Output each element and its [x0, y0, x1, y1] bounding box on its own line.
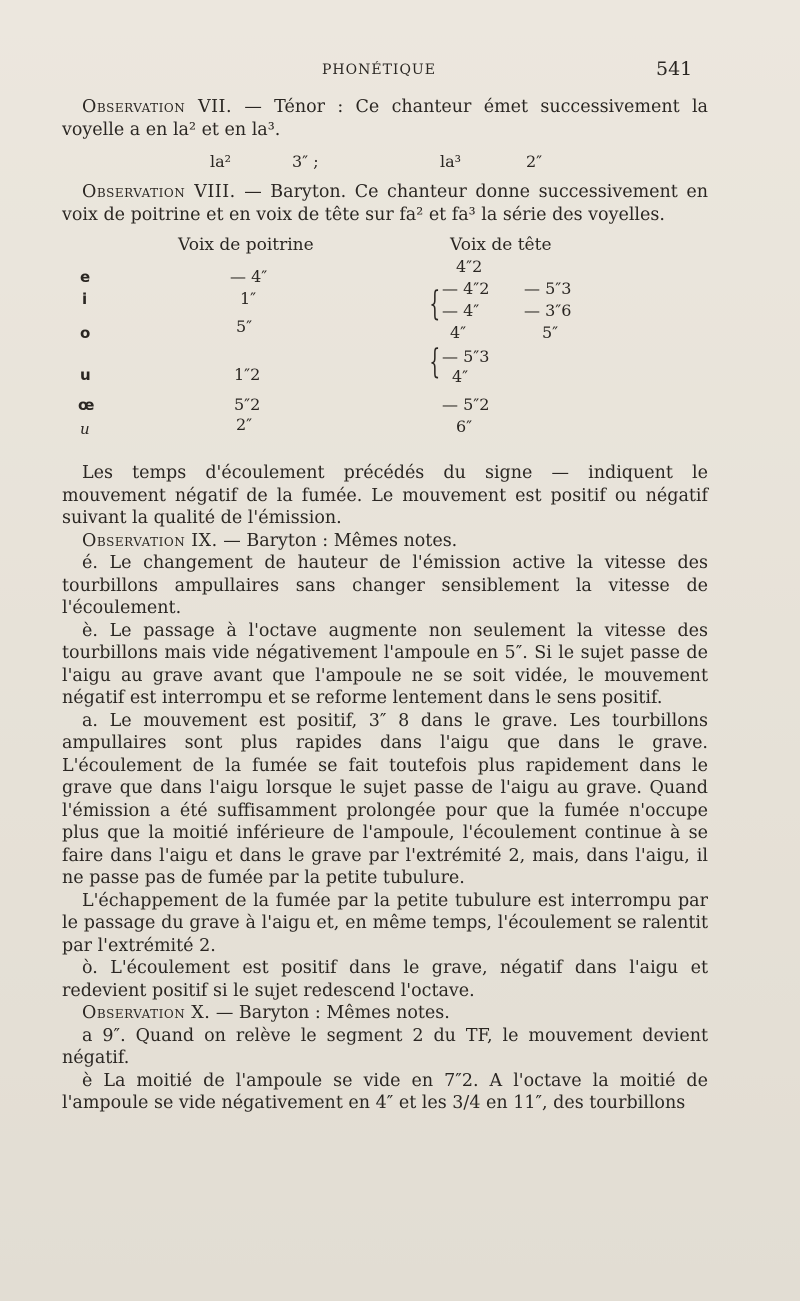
head-value: 4″2	[456, 257, 483, 276]
brace-symbol: {	[429, 342, 441, 382]
note-duration: 2″	[526, 152, 543, 171]
head-value: — 3″6	[524, 301, 572, 320]
observation-7-paragraph	[62, 96, 708, 141]
note-label: la²	[210, 152, 232, 171]
column-header-head: Voix de tête	[450, 235, 552, 255]
observation-9-label: Observation IX.	[82, 530, 218, 551]
observation-10-text: — Baryton : Mêmes notes.	[210, 1003, 450, 1023]
head-value: — 4″	[442, 301, 480, 320]
vowel-cell: o	[80, 324, 91, 342]
head-value: 6″	[456, 417, 473, 436]
note-duration: 3″ ;	[292, 152, 319, 171]
paragraph: L'échappement de la fumée par la petite tubulure est interrompu par le passage du grave à l'aigu et, en même temps, l'écoulement se ralentit par l'extrémité 2.	[62, 890, 708, 956]
vowel-cell: u	[80, 366, 91, 384]
running-head	[0, 58, 800, 88]
observation-9-paragraph	[62, 530, 708, 553]
observation-8-label: Observation VIII.	[82, 182, 236, 202]
head-value: — 5″3	[524, 279, 572, 298]
observation-8-paragraph	[62, 181, 708, 226]
head-value: 5″	[542, 323, 559, 342]
chest-value: 2″	[236, 415, 253, 434]
paragraph: a. Le mouvement est positif, 3″ 8 dans le grave. Les tourbillons ampullaires sont plus rapides dans l'aigu que dans le grave. L'écoulement de la fumée se fait toutefois plus rapidement dans le grave que dans l'aigu lorsque le sujet passe de l'aigu au grave. Quand l'émission a été suffisamment prolongée pour que la fumée n'occupe plus que la moitié inférieure de l'ampoule, l'écoulement continue à se faire dans l'aigu et dans le grave par l'extrémité 2, mais, dans l'aigu, il ne passe pas de fumée par la petite tubulure.	[62, 710, 708, 888]
observation-7-notes	[62, 141, 708, 181]
observation-9-text: — Baryton : Mêmes notes.	[217, 530, 458, 551]
head-value: — 4″2	[442, 279, 490, 298]
observation-7-text: — Ténor : Ce chanteur émet successivement la voyelle a en la² et en la³.	[62, 97, 708, 140]
note-label: la³	[440, 152, 462, 171]
voice-table	[62, 226, 708, 462]
observation-7-label: Observation VII.	[82, 97, 233, 117]
chest-value: — 4″	[230, 267, 268, 286]
head-value: 4″	[452, 367, 469, 386]
vowel-cell: i	[82, 290, 88, 308]
column-header-chest: Voix de poitrine	[178, 235, 314, 255]
running-title: PHONÉTIQUE	[322, 62, 436, 78]
chest-value: 5″	[236, 317, 253, 336]
paragraph: Les temps d'écoulement précédés du signe — indiquent le mouvement négatif de la fumée. Le mouvement est positif ou négatif suivant la qualité de l'émission.	[62, 463, 708, 528]
chest-value: 5″2	[234, 395, 261, 414]
head-value: — 5″3	[442, 347, 490, 366]
chest-value: 1″2	[234, 365, 261, 384]
brace-symbol: {	[429, 284, 441, 324]
vowel-cell: e	[80, 268, 91, 286]
vowel-cell: u	[80, 420, 90, 438]
paragraph: è. Le passage à l'octave augmente non seulement la vitesse des tourbillons mais vide négativement l'ampoule en 5″. Si le sujet passe de l'aigu au grave avant que l'ampoule ne se soit vidée, le mouvement négatif est interrompu et se reforme lentement dans le sens positif.	[62, 620, 708, 708]
paragraph: é. Le changement de hauteur de l'émission active la vitesse des tourbillons ampullaires sans changer sensiblement la vitesse de l'écoulement.	[62, 553, 708, 618]
observation-10-label: Observation X.	[82, 1003, 211, 1023]
page-number: 541	[656, 58, 693, 80]
vowel-cell: œ	[78, 396, 95, 414]
head-value: 4″	[450, 323, 467, 342]
observation-10-paragraph	[62, 1002, 708, 1025]
paragraph: è La moitié de l'ampoule se vide en 7″2. A l'octave la moitié de l'ampoule se vide négativement en 4″ et les 3/4 en 11″, des tourbillons	[62, 1070, 708, 1113]
paragraph: a 9″. Quand on relève le segment 2 du TF, le mouvement devient négatif.	[62, 1025, 708, 1068]
observation-8-text: — Baryton. Ce chanteur donne successivement en voix de poitrine et en voix de tête sur fa² et fa³ la série des voyelles.	[62, 182, 708, 225]
head-value: — 5″2	[442, 395, 490, 414]
paragraph: ò. L'écoulement est positif dans le grave, négatif dans l'aigu et redevient positif si le sujet redescend l'octave.	[62, 958, 708, 1001]
chest-value: 1″	[240, 289, 257, 308]
page-body	[62, 96, 708, 1115]
